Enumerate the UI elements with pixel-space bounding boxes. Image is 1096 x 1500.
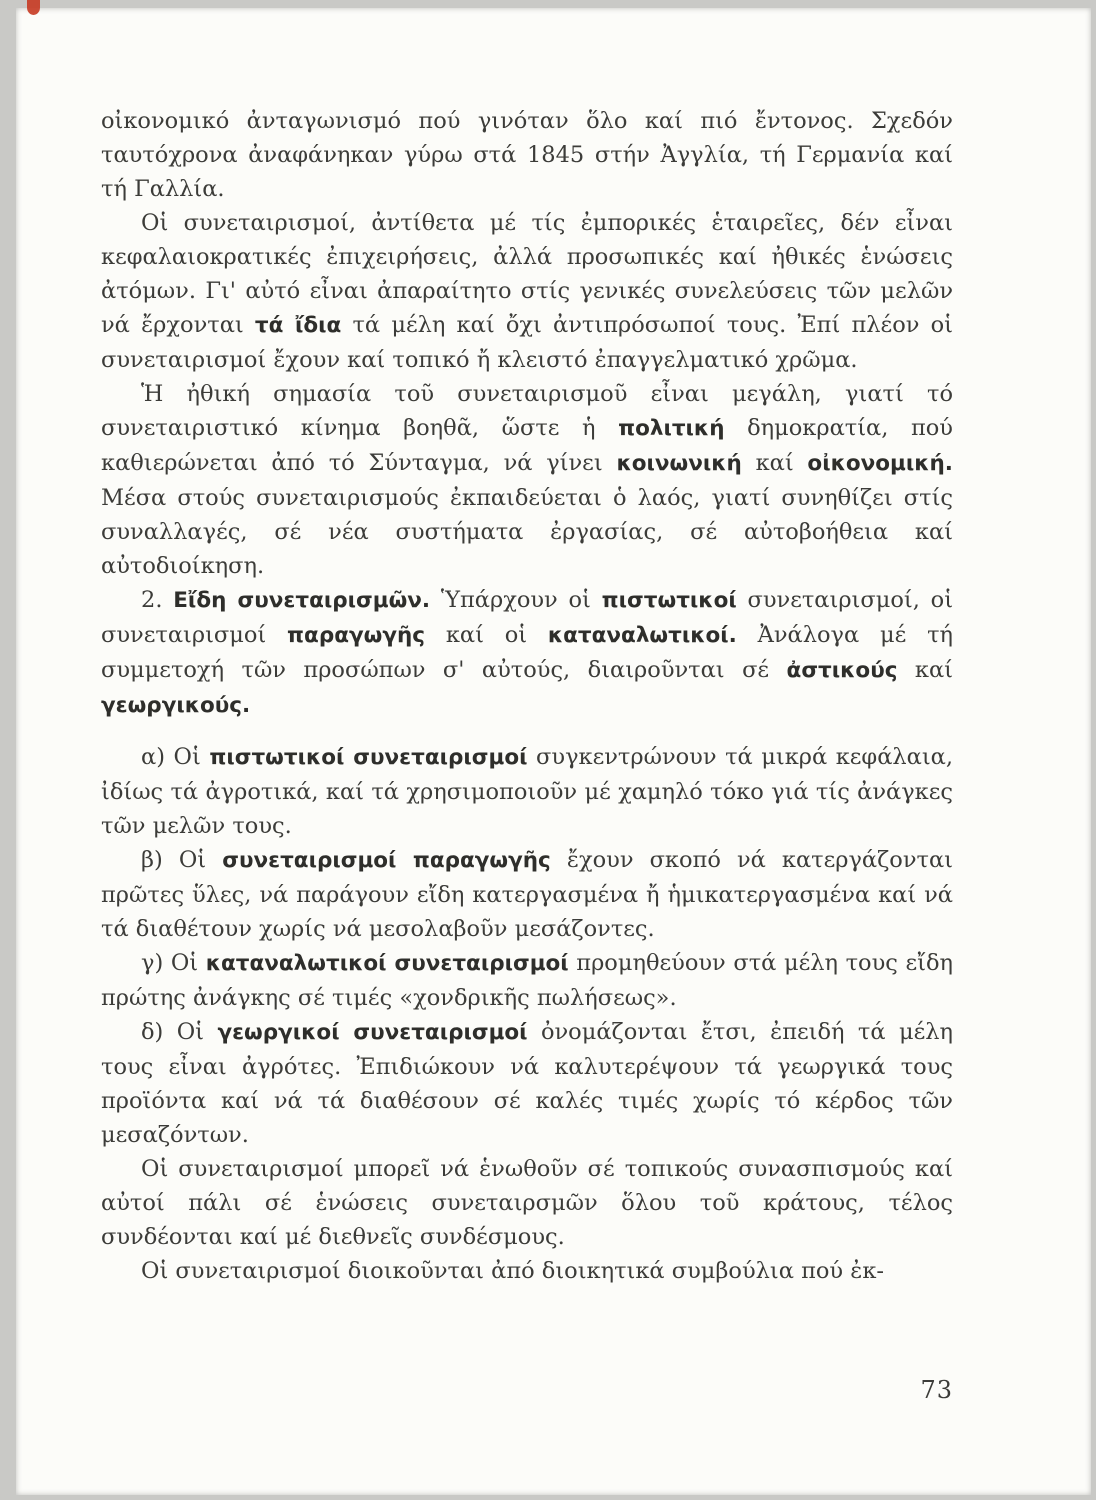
body-text: δημοκρατία, πού καθιερώνεται ἀπό τό Σύνταγμα, νά γίνει: [101, 415, 953, 476]
paragraph: [101, 206, 953, 377]
body-text: συνεταιρισμοί, οἱ συνεταιρισμοί: [101, 587, 954, 648]
body-text: γ) Οἱ: [141, 950, 206, 976]
emphasis-text: καταναλωτικοί συνεταιρισμοί: [205, 951, 569, 976]
body-text: Οἱ συνεταιρισμοί διοικοῦνται ἀπό διοικητικά συμβούλια πού ἐκ-: [141, 1258, 884, 1284]
emphasis-text: τά ἴδια: [254, 313, 342, 338]
body-text: οἰκονομικό ἀνταγωνισμό πού γινόταν ὅλο καί πιό ἔντονος. Σχεδόν ταυτόχρονα ἀναφάνηκαν γύρω στά 1845 στήν Ἀγγλία, τή Γερμανία καί τή Γαλλία.: [101, 108, 953, 202]
body-text: Μέσα στούς συνεταιρισμούς ἐκπαιδεύεται ὁ λαός, γιατί συνηθίζει στίς συναλλαγές, σέ νέα συστήματα ἐργασίας, σέ αὐτοβοήθεια καί αὐτοδιοίκηση.: [101, 485, 953, 579]
body-text: Οἱ συνεταιρισμοί μπορεῖ νά ἑνωθοῦν σέ τοπικούς συνασπισμούς καί αὐτοί πάλι σέ ἑνώσεις συνεταιρσμῶν ὅλου τοῦ κράτους, τέλος συνδέονται καί μέ διεθνεῖς συνδέσμους.: [101, 1156, 953, 1250]
body-text: συγκεντρώνουν τά μικρά κεφάλαια, ἰδίως τά ἀγροτικά, καί τά χρησιμοποιοῦν μέ χαμηλό τόκο γιά τίς ἀνάγκες τῶν μελῶν τους.: [101, 744, 954, 839]
emphasis-text: παραγωγῆς: [287, 623, 426, 648]
emphasis-text: οἰκονομική.: [807, 451, 953, 476]
body-text: ὀνομάζονται ἔτσι, ἐπειδή τά μέλη τους εἶναι ἀγρότες. Ἐπιδιώκουν νά καλυτερέψουν τά γεωργικά τους προϊόντα καί νά τά διαθέσουν σέ καλές τιμές χωρίς τό κέρδος τῶν μεσαζόντων.: [101, 1019, 953, 1148]
body-text: Ἀνάλογα μέ τή συμμετοχή τῶν προσώπων σ' αὐτούς, διαιροῦνται σέ: [101, 622, 953, 683]
body-text: α) Οἱ: [141, 744, 210, 770]
paragraph: [101, 583, 953, 723]
body-text: Οἱ συνεταιρισμοί, ἀντίθετα μέ τίς ἐμπορικές ἑταιρεῖες, δέν εἶναι κεφαλαιοκρατικές ἐπιχειρήσεις, ἀλλά προσωπικές καί ἠθικές ἑνώσεις ἀτόμων. Γι' αὐτό εἶναι ἀπαραίτητο στίς γενικές συνελεύσεις τῶν μελῶν νά ἔρχονται: [101, 210, 953, 338]
emphasis-text: πιστωτικοί συνεταιρισμοί: [209, 745, 528, 770]
body-text: καί: [741, 450, 808, 476]
paragraph: [101, 104, 953, 206]
emphasis-text: γεωργικοί συνεταιρισμοί: [217, 1020, 528, 1045]
paragraph: [101, 843, 953, 946]
emphasis-text: Εἴδη συνεταιρισμῶν.: [173, 588, 431, 613]
emphasis-text: κοινωνική: [616, 451, 742, 476]
body-text: Ἡ ἠθική σημασία τοῦ συνεταιρισμοῦ εἶναι μεγάλη, γιατί τό συνεταιριστικό κίνημα βοηθᾶ, ὥστε ἡ: [101, 381, 953, 441]
emphasis-text: ἀστικούς: [786, 658, 898, 683]
book-page: [16, 8, 1091, 1495]
page-number: 73: [920, 1376, 953, 1404]
emphasis-text: καταναλωτικοί.: [547, 623, 737, 648]
body-text: 2.: [141, 587, 174, 613]
text-block: [101, 104, 953, 1288]
paragraph: [101, 740, 953, 843]
body-text: β) Οἱ: [141, 847, 223, 873]
paragraph: [101, 1152, 953, 1254]
emphasis-text: συνεταιρισμοί παραγωγῆς: [222, 848, 551, 873]
paragraph: [101, 1254, 953, 1288]
body-text: καί οἱ: [425, 622, 548, 648]
emphasis-text: πιστωτικοί: [601, 588, 737, 613]
body-text: δ) Οἱ: [141, 1019, 218, 1045]
body-text: ἔχουν σκοπό νά κατεργάζονται πρῶτες ὕλες, νά παράγουν εἴδη κατεργασμένα ἤ ἡμικατεργασμένα καί νά τά διαθέτουν χωρίς νά μεσολαβοῦν μεσάζοντες.: [101, 847, 953, 942]
body-text: τά μέλη καί ὄχι ἀντιπρόσωποί τους. Ἐπί πλέον οἱ συνεταιρισμοί ἔχουν καί τοπικό ἤ κλειστό ἐπαγγελματικό χρῶμα.: [101, 312, 953, 373]
scan-artifact-mark: [27, 0, 40, 15]
paragraph: [101, 377, 953, 583]
body-text: Ὑπάρχουν οἱ: [430, 587, 602, 613]
paragraph: [101, 1015, 953, 1152]
body-text: καί: [897, 657, 954, 683]
emphasis-text: πολιτική: [618, 416, 725, 441]
emphasis-text: γεωργικούς.: [101, 693, 251, 718]
body-text: προμηθεύουν στά μέλη τους εἴδη πρώτης ἀνάγκης σέ τιμές «χονδρικῆς πωλήσεως».: [101, 950, 953, 1011]
paragraph: [101, 946, 953, 1015]
